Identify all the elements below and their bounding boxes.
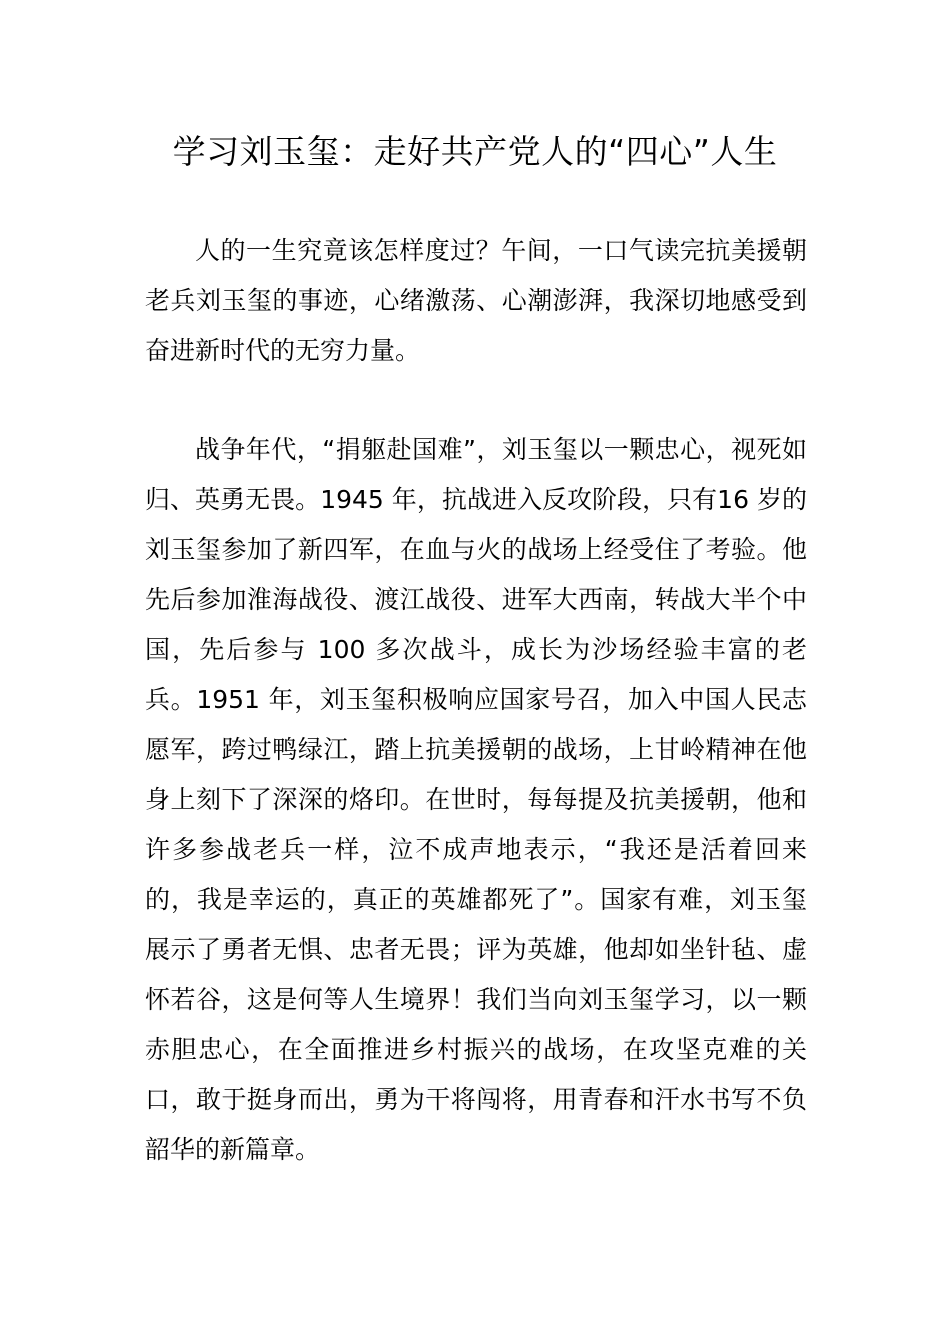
document-title: 学习刘玉玺：走好共产党人的“四心”人生 (172, 132, 778, 171)
paragraph-intro: 人的一生究竟该怎样度过？午间，一口气读完抗美援朝老兵刘玉玺的事迹，心绪激荡、心潮澎湃，我深切地感受到奋进新时代的无穷力量。 (145, 236, 807, 365)
paragraph-war-years: 战争年代，“捐躯赴国难”，刘玉玺以一颗忠心，视死如归、英勇无畏。1945 年，抗战进入反攻阶段，只有16 岁的刘玉玺参加了新四军，在血与火的战场上经受住了考验。他先后参加淮海战役、渡江战役、进军大西南，转战大半个中国，先后参与 100 多次战斗，成长为沙场经验丰富的老兵。1951 年，刘玉玺积极响应国家号召，加入中国人民志愿军，跨过鸭绿江，踏上抗美援朝的战场，上甘岭精神在他身上刻下了深深的烙印。在世时，每每提及抗美援朝，他和许多参战老兵一样，泣不成声地表示，“我还是活着回来的，我是幸运的，真正的英雄都死了”。国家有难，刘玉玺展示了勇者无惧、忠者无畏；评为英雄，他却如坐针毡、虚怀若谷，这是何等人生境界！我们当向刘玉玺学习，以一颗赤胆忠心，在全面推进乡村振兴的战场，在攻坚克难的关口，敢于挺身而出，勇为干将闯将，用青春和汗水书写不负韶华的新篇章。 (145, 435, 807, 1164)
